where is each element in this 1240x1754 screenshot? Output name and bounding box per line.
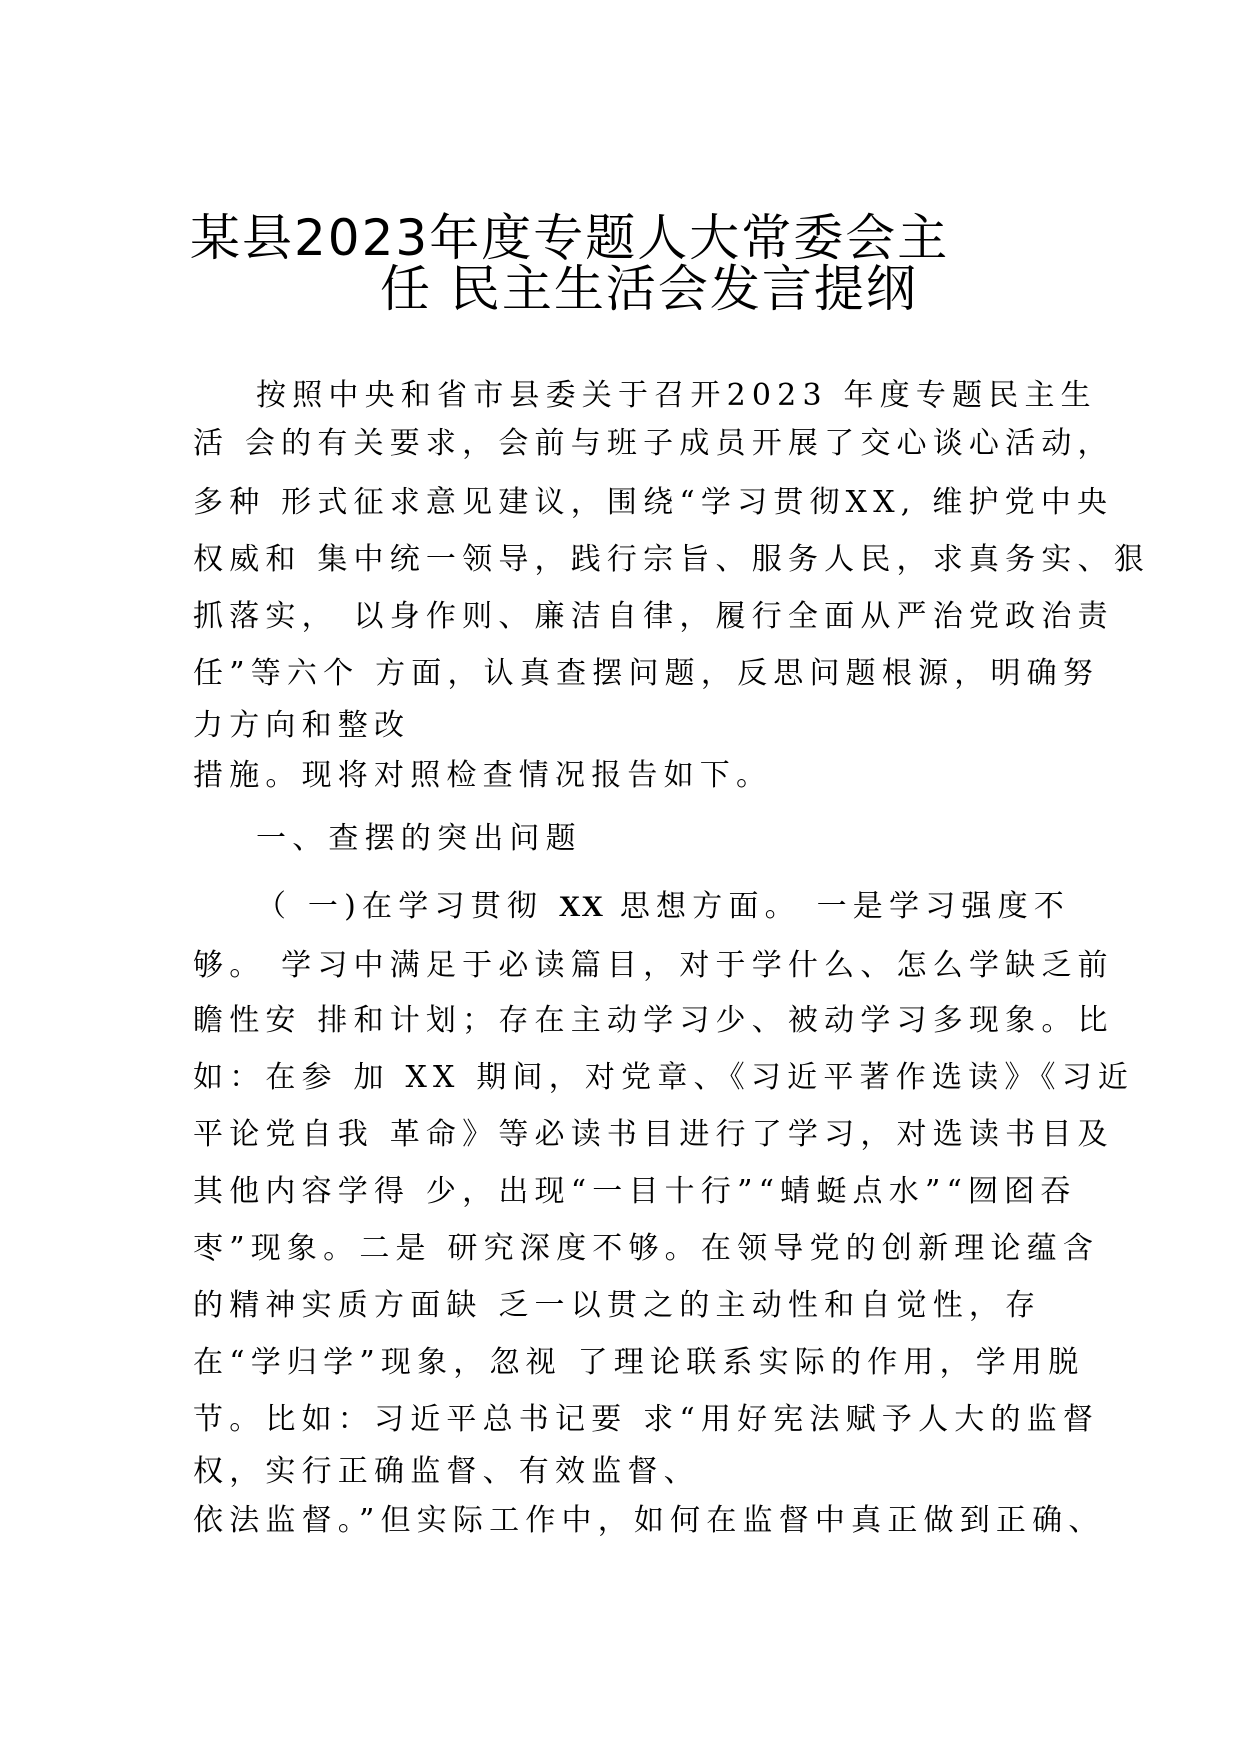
paragraph-line: 平论党自我 革命》等必读书目进行了学习，对选读书目及 — [193, 1117, 1114, 1152]
paragraph-line: 枣”现象。二是 研究深度不够。在领导党的创新理论蕴含 — [193, 1231, 1100, 1266]
paragraph-line: 力方向和整改 — [193, 708, 411, 743]
section-heading: 一、查摆的突出问题 — [256, 821, 582, 856]
paragraph-line: 权威和 集中统一领导，践行宗旨、服务人民，求真务实、狠 — [193, 542, 1150, 577]
paragraph-line: 如：在参 加 XX 期间，对党章、《习近平著作选读》《习近 — [193, 1060, 1135, 1095]
paragraph-line: 够。 学习中满足于必读篇目，对于学什么、怎么学缺乏前 — [193, 948, 1114, 983]
subsection-suffix: 思想方面。 一是学习强度不 — [604, 889, 1070, 924]
subsection-line — [256, 889, 1146, 924]
paragraph-line: 瞻性安 排和计划；存在主动学习少、被动学习多现象。比 — [193, 1003, 1114, 1038]
document-title-line-1: 某县2023年度专题人大常委会主 — [190, 209, 950, 267]
paragraph-line: 权，实行正确监督、有效监督、 — [193, 1454, 700, 1489]
paragraph-line: 按照中央和省市县委关于召开2023 年度专题民主生 — [256, 378, 1097, 413]
subsection-bold-term: XX — [558, 890, 605, 923]
paragraph-line: 的精神实质方面缺 乏一以贯之的主动性和自觉性，存 — [193, 1288, 1042, 1323]
paragraph-line: 依法监督。”但实际工作中，如何在监督中真正做到正确、 — [193, 1503, 1105, 1538]
document-title-line-2: 任 民主生活会发言提纲 — [380, 260, 918, 318]
paragraph-line: 活 会的有关要求，会前与班子成员开展了交心谈心活动， — [193, 426, 1114, 461]
paragraph-line: 措施。现将对照检查情况报告如下。 — [193, 758, 773, 793]
paragraph-line: 其他内容学得 少，出现“一目十行”“蜻蜓点水”“囫囵吞 — [193, 1174, 1077, 1209]
paragraph-line: 节。比如：习近平总书记要 求“用好宪法赋予人大的监督 — [193, 1402, 1100, 1437]
paragraph-line: 抓落实， 以身作则、廉洁自律，履行全面从严治党政治责 — [193, 599, 1114, 634]
paragraph-line: 多种 形式征求意见建议，围绕“学习贯彻XX, 维护党中央 — [193, 485, 1114, 520]
paragraph-line: 在“学归学”现象，忽视 了理论联系实际的作用，学用脱 — [193, 1345, 1085, 1380]
subsection-prefix: （ 一)在学习贯彻 — [256, 889, 559, 924]
paragraph-line: 任”等六个 方面，认真查摆问题，反思问题根源，明确努 — [193, 656, 1100, 691]
